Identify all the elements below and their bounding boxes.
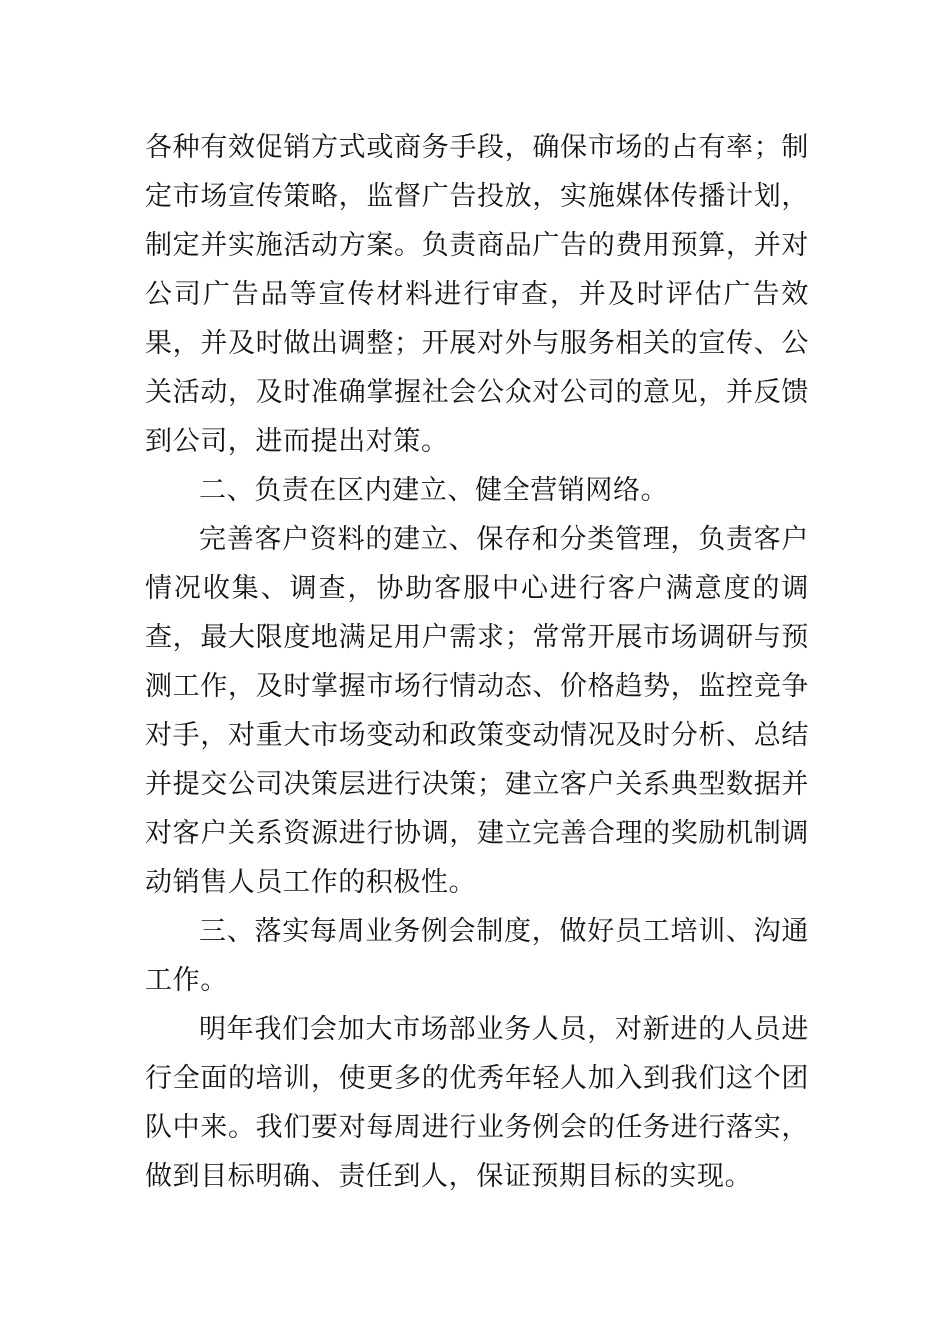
paragraph-promotion-strategy: 各种有效促销方式或商务手段，确保市场的占有率；制定市场宣传策略，监督广告投放，实施媒体传播计划，制定并实施活动方案。负责商品广告的费用预算，并对公司广告品等宣传材料进行审查，并及时评估广告效果，并及时做出调整；开展对外与服务相关的宣传、公关活动，及时准确掌握社会公众对公司的意见，并反馈到公司，进而提出对策。 <box>145 132 809 457</box>
paragraph-customer-management: 完善客户资料的建立、保存和分类管理，负责客户情况收集、调查，协助客服中心进行客户满意度的调查，最大限度地满足用户需求；常常开展市场调研与预测工作，及时掌握市场行情动态、价格趋势，监控竞争对手，对重大市场变动和政策变动情况及时分析、总结并提交公司决策层进行决策；建立客户关系典型数据并对客户关系资源进行协调，建立完善合理的奖励机制调动销售人员工作的积极性。 <box>145 524 809 898</box>
paragraph-staff-training: 明年我们会加大市场部业务人员，对新进的人员进行全面的培训，使更多的优秀年轻人加入到我们这个团队中来。我们要对每周进行业务例会的任务进行落实，做到目标明确、责任到人，保证预期目标的实现。 <box>145 1014 809 1192</box>
document-body <box>145 123 809 1201</box>
paragraph-heading-weekly-meeting: 三、落实每周业务例会制度，做好员工培训、沟通工作。 <box>145 916 809 996</box>
paragraph-heading-sales-network: 二、负责在区内建立、健全营销网络。 <box>199 475 669 506</box>
